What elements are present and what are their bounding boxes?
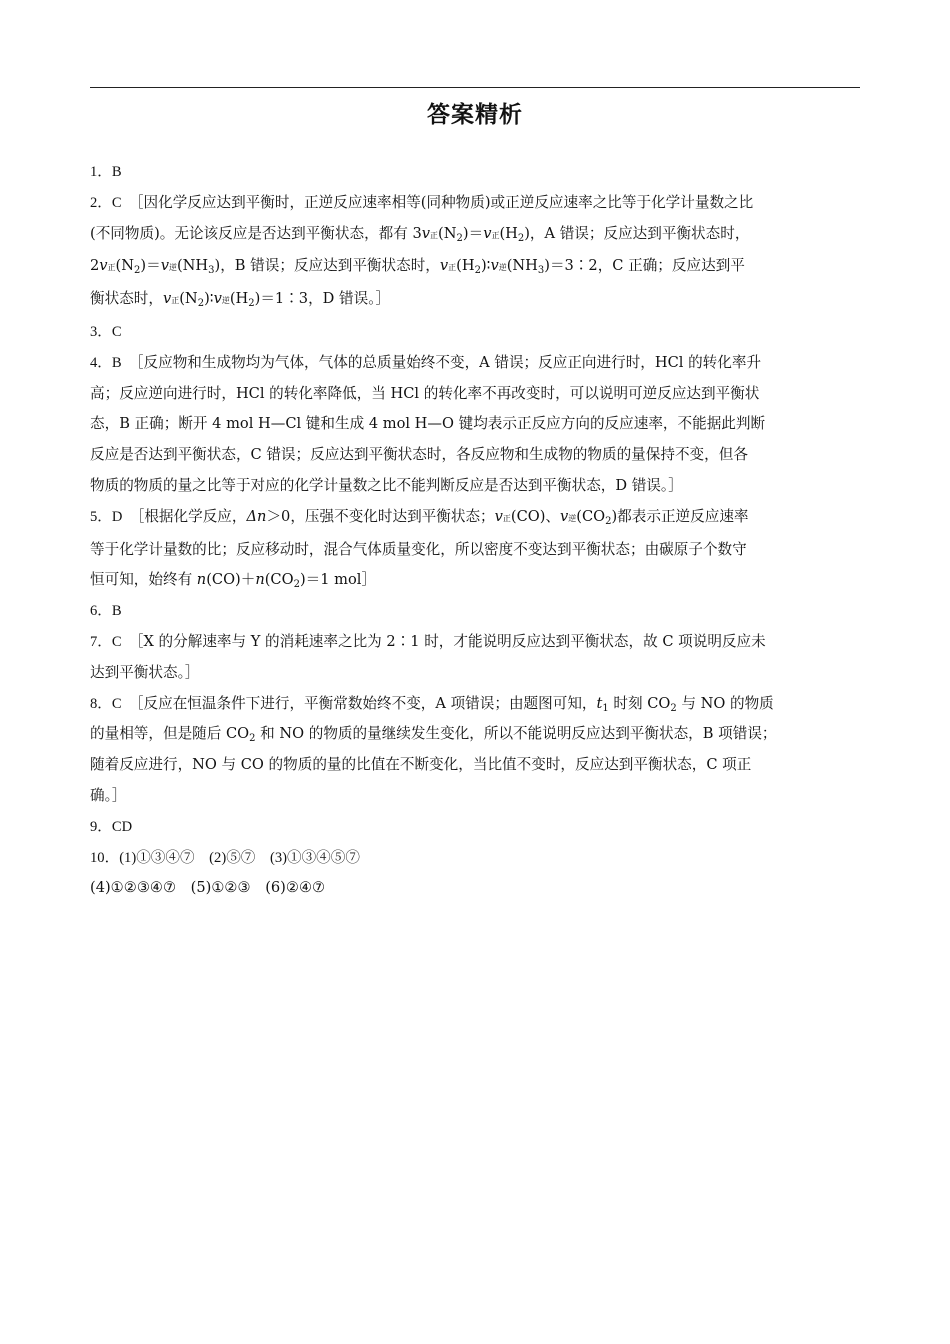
answer-number: 6．B <box>90 603 122 620</box>
answer-item <box>90 157 860 188</box>
explanation-line: 达到平衡状态。］ <box>90 663 200 681</box>
answer-number: 1．B <box>90 164 122 180</box>
explanation-line: ［反应物和生成物均为气体，气体的总质量始终不变，A 错误；反应正向进行时，HCl 的转化率升 <box>136 353 762 371</box>
answer-number: 9．CD <box>90 818 133 835</box>
answer-number: 7．C <box>90 633 137 650</box>
answer-item <box>90 502 860 596</box>
explanation-line: ［因化学反应达到平衡时，正逆反应速率相等(同种物质)或正逆反应速率之比等于化学计量数之比 <box>136 193 754 211</box>
explanation-line: 高；反应逆向进行时，HCl 的转化率降低，当 HCl 的转化率不再改变时，可以说明可逆反应达到平衡状 <box>90 384 760 402</box>
answer-list <box>90 157 860 904</box>
explanation-line: 态，B 正确；断开 4 mol H—Cl 键和生成 4 mol H—O 键均表示正反应方向的反应速率，不能据此判断 <box>90 415 766 433</box>
answer-item <box>90 843 860 905</box>
answer-number: 5．D <box>90 508 138 525</box>
explanation-line: 恒可知，始终有 $n(CO)+n(CO_2)=1$ mol］ <box>90 571 377 591</box>
explanation-line: 衡状态时，v正$(N_2)∶v$逆$(H_2)=1∶3$，D 错误。］ <box>90 290 391 310</box>
answer-number: 8．C <box>90 695 137 712</box>
explanation-line: (不同物质)。无论该反应是否达到平衡状态，都有 3v正$(N_2)=v$正$(H_2)$，A 错误；反应达到平衡状态时， <box>90 224 750 244</box>
explanation-line: 等于化学计量数的比；反应移动时，混合气体质量变化，所以密度不变达到平衡状态；由碳原子个数守 <box>90 540 747 558</box>
page-title: 答案精析 <box>427 102 523 128</box>
answer-number: 4．B <box>90 354 137 371</box>
explanation-line: 的量相等，但是随后 $CO_2$ 和 NO 的物质的量继续发生变化，所以不能说明反应达到平衡状态，B 项错误； <box>90 725 777 745</box>
explanation-line: ［X 的分解速率与 Y 的消耗速率之比为 2∶1 时，才能说明反应达到平衡状态，故 C 项说明反应未 <box>136 632 766 650</box>
explanation-line: ［根据化学反应，Δn＞0，压强不变化时达到平衡状态；v正(CO)、v逆$(CO_2)$都表示正逆反应速率 <box>137 507 749 527</box>
answer-number: 2．C <box>90 194 137 211</box>
explanation-line: 反应是否达到平衡状态，C 错误；反应达到平衡状态时，各反应物和生成物的物质的量保持不变，但各 <box>90 446 748 464</box>
explanation-line: ［反应在恒温条件下进行，平衡常数始终不变，A 项错误；由题图可知，$t_1$ 时刻 $CO_2$ 与 NO 的物质 <box>136 694 774 714</box>
answer-item <box>90 596 860 627</box>
answer-item <box>90 317 860 348</box>
answer-item <box>90 627 860 689</box>
answer-number: 10．(1)①③④⑦ (2)⑤⑦ (3)①③④⑤⑦ <box>90 849 360 866</box>
explanation-line: (4)①②③④⑦ (5)①②③ (6)②④⑦ <box>90 879 326 897</box>
answer-item <box>90 188 860 317</box>
explanation-line: 确。］ <box>90 786 127 804</box>
answer-number: 3．C <box>90 323 122 340</box>
answer-item <box>90 689 860 812</box>
explanation-line: 物质的物质的量之比等于对应的化学计量数之比不能判断反应是否达到平衡状态，D 错误。］ <box>90 476 683 494</box>
answer-item <box>90 812 860 843</box>
explanation-line: 2v正$(N_2)=v$逆$(NH_3)$，B 错误；反应达到平衡状态时，v正$(H_2)∶v$逆$(NH_3)=3∶2$，C 正确；反应达到平 <box>90 257 745 277</box>
top-rule <box>90 87 860 88</box>
explanation-line: 随着反应进行，NO 与 CO 的物质的量的比值在不断变化，当比值不变时，反应达到平衡状态，C 项正 <box>90 756 752 774</box>
answer-item <box>90 348 860 502</box>
